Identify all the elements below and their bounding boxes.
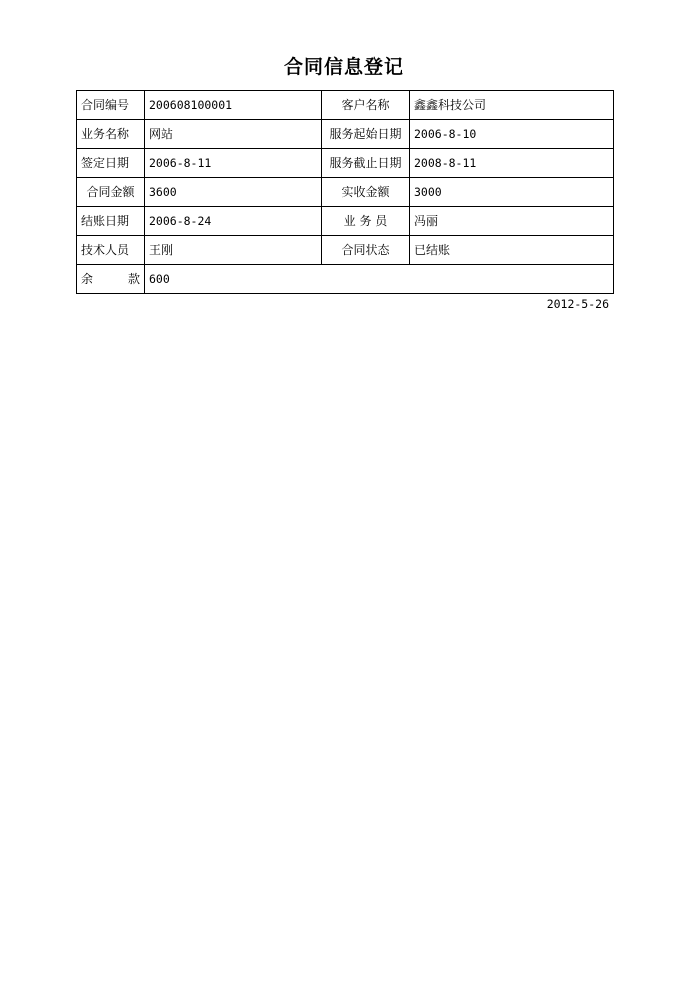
technician-value: 王刚 — [145, 236, 322, 265]
contract-status-label: 合同状态 — [322, 236, 410, 265]
salesperson-label: 业 务 员 — [322, 207, 410, 236]
settlement-date-value: 2006-8-24 — [145, 207, 322, 236]
table-row — [77, 265, 614, 294]
contract-info-table — [76, 90, 614, 294]
service-start-date-value: 2006-8-10 — [410, 120, 614, 149]
technician-label: 技术人员 — [77, 236, 145, 265]
contract-number-label: 合同编号 — [77, 91, 145, 120]
balance-label — [77, 265, 145, 294]
table-row — [77, 149, 614, 178]
table-row — [77, 178, 614, 207]
table-row — [77, 120, 614, 149]
contract-amount-label: 合同金额 — [77, 178, 145, 207]
table-row — [77, 236, 614, 265]
service-end-date-value: 2008-8-11 — [410, 149, 614, 178]
contract-number-value: 200608100001 — [145, 91, 322, 120]
table-row — [77, 91, 614, 120]
signing-date-value: 2006-8-11 — [145, 149, 322, 178]
page-title: 合同信息登记 — [283, 56, 404, 78]
contract-amount-value: 3600 — [145, 178, 322, 207]
footer-date: 2012-5-26 — [546, 297, 609, 311]
salesperson-value: 冯丽 — [410, 207, 614, 236]
balance-value: 600 — [145, 265, 614, 294]
service-start-date-label: 服务起始日期 — [322, 120, 410, 149]
balance-label-second: 款 — [127, 272, 140, 286]
received-amount-value: 3000 — [410, 178, 614, 207]
settlement-date-label: 结账日期 — [77, 207, 145, 236]
received-amount-label: 实收金额 — [322, 178, 410, 207]
service-end-date-label: 服务截止日期 — [322, 149, 410, 178]
customer-name-label: 客户名称 — [322, 91, 410, 120]
customer-name-value: 鑫鑫科技公司 — [410, 91, 614, 120]
business-name-value: 网站 — [145, 120, 322, 149]
balance-label-first: 余 — [81, 272, 94, 286]
contract-status-value: 已结账 — [410, 236, 614, 265]
signing-date-label: 签定日期 — [77, 149, 145, 178]
table-row — [77, 207, 614, 236]
business-name-label: 业务名称 — [77, 120, 145, 149]
